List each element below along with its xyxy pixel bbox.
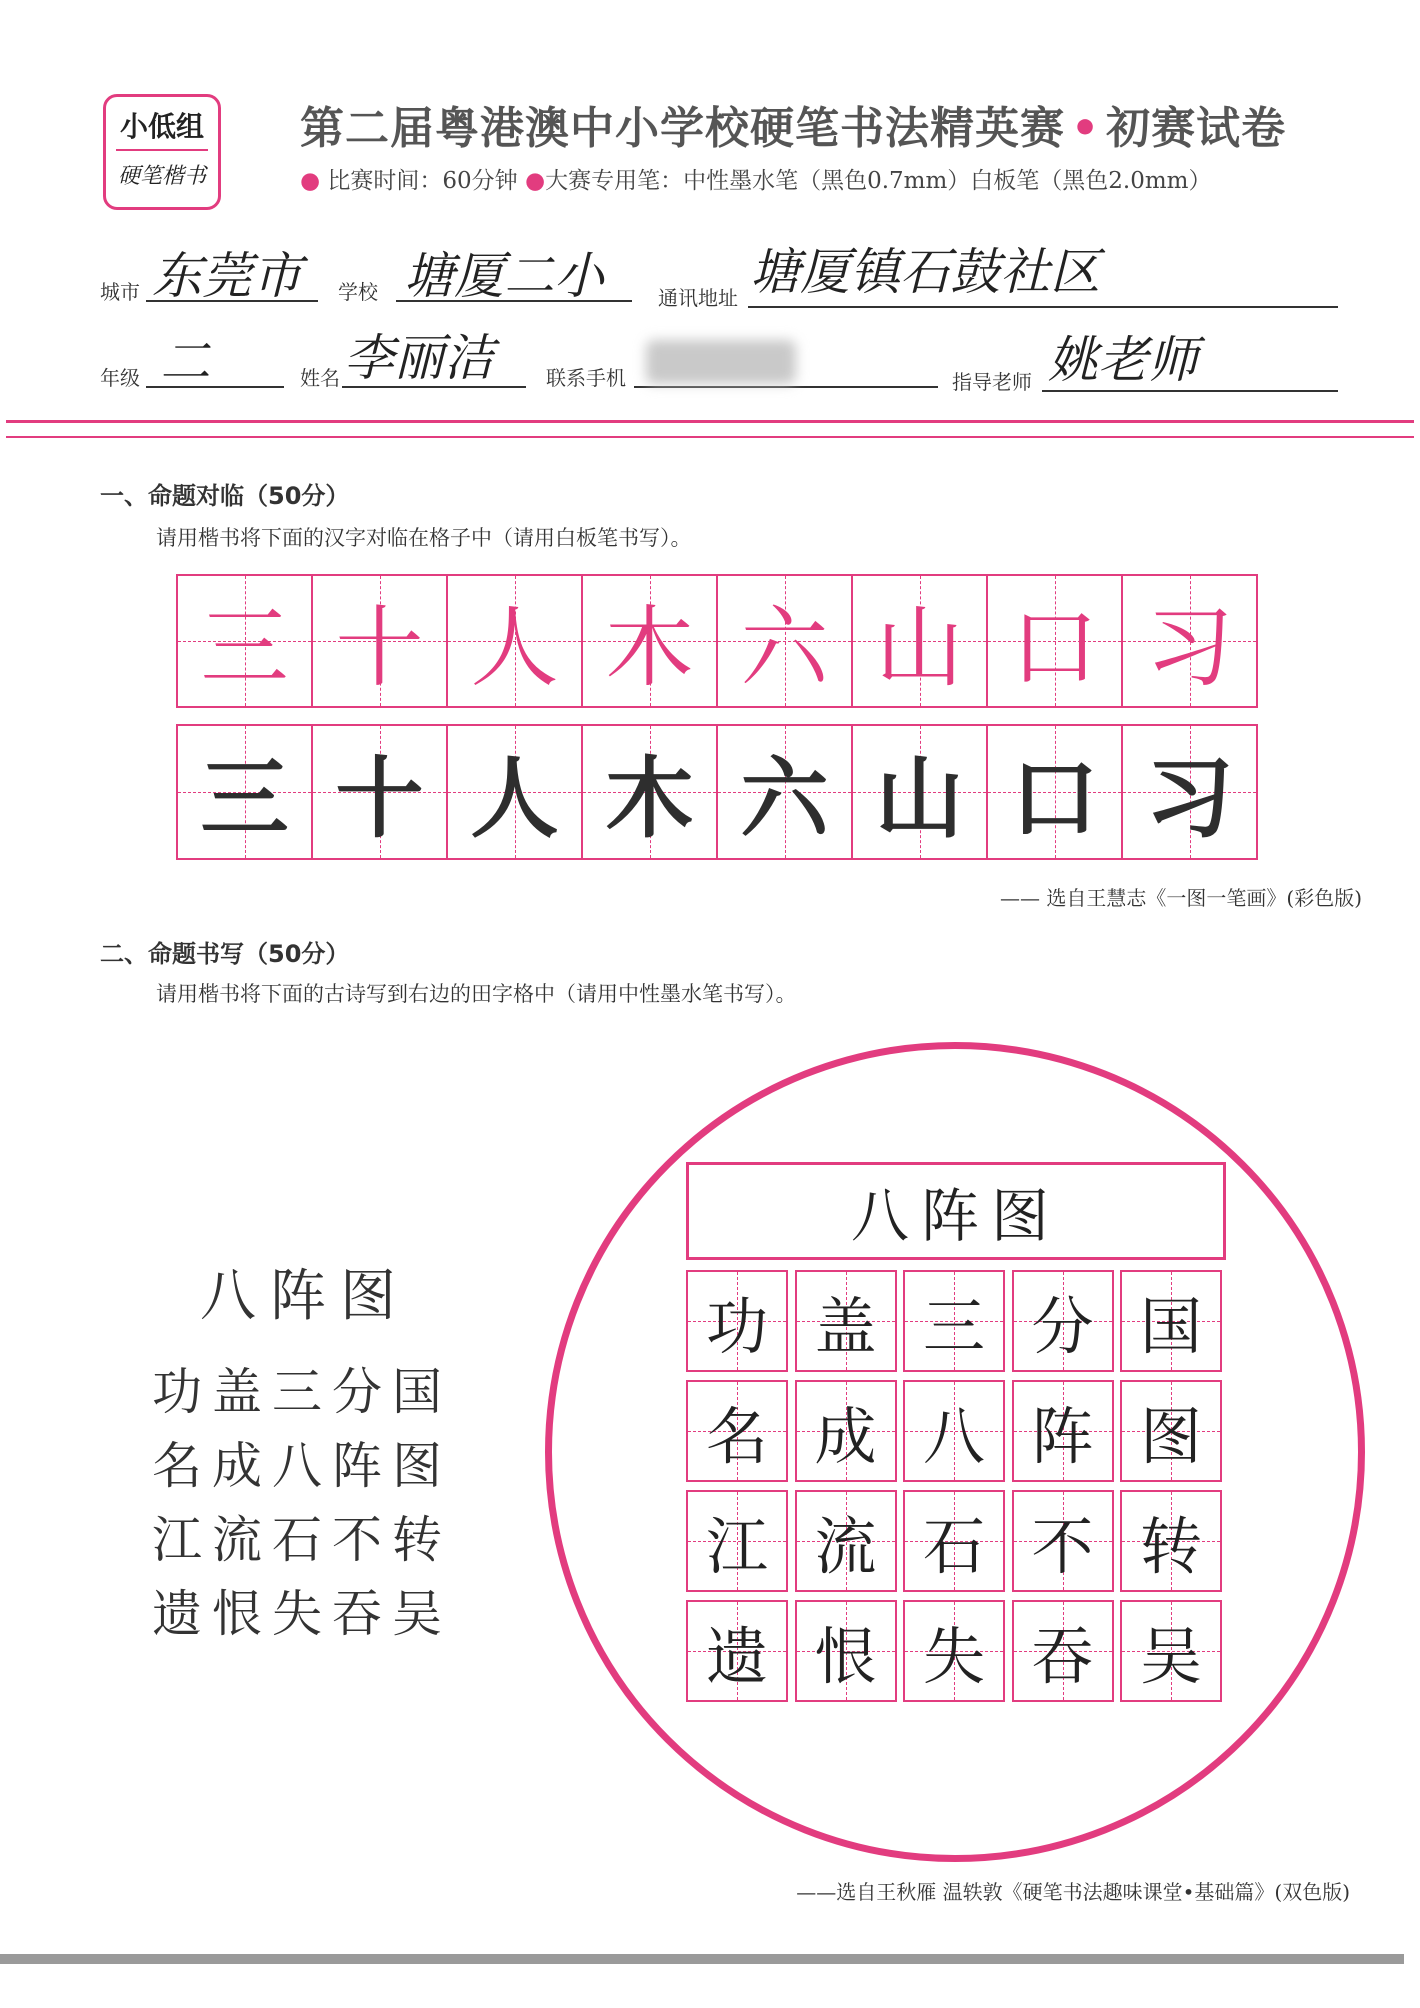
model-char: 习 bbox=[1145, 596, 1234, 699]
poem-line: 遗恨失吞吴 bbox=[152, 1585, 452, 1643]
written-poem-char: 国 bbox=[1139, 1289, 1202, 1363]
name-value[interactable]: 李丽洁 bbox=[344, 329, 494, 387]
tianzige-cell[interactable] bbox=[795, 1600, 897, 1702]
poem-line: 江流石不转 bbox=[152, 1511, 452, 1569]
exam-pens: 大赛专用笔：中性墨水笔（黑色0.7mm）白板笔（黑色2.0mm） bbox=[545, 168, 1212, 194]
written-char-row bbox=[176, 724, 1258, 860]
written-poem-char: 阵 bbox=[1031, 1399, 1094, 1473]
tianzige-cell[interactable] bbox=[686, 1270, 788, 1372]
written-char-cell[interactable] bbox=[448, 726, 583, 858]
tianzige-cell[interactable] bbox=[1120, 1490, 1222, 1592]
written-poem-char: 吴 bbox=[1139, 1619, 1202, 1693]
model-char: 口 bbox=[1010, 596, 1099, 699]
address-line bbox=[748, 306, 1338, 308]
section1-source: —— 选自王慧志《一图一笔画》(彩色版) bbox=[1000, 886, 1362, 910]
written-poem-char: 恨 bbox=[814, 1619, 877, 1693]
written-char-cell[interactable] bbox=[988, 726, 1123, 858]
city-value[interactable]: 东莞市 bbox=[152, 247, 302, 305]
model-char: 十 bbox=[335, 596, 424, 699]
tianzige-cell[interactable] bbox=[1012, 1490, 1114, 1592]
written-char-cell[interactable] bbox=[853, 726, 988, 858]
written-char: 十 bbox=[335, 746, 424, 850]
exam-time: 比赛时间：60分钟 bbox=[327, 168, 518, 194]
model-char: 木 bbox=[605, 596, 694, 699]
model-char-cell bbox=[583, 576, 718, 706]
category-badge bbox=[103, 94, 221, 210]
model-char: 人 bbox=[470, 596, 559, 699]
section2-source: ——选自王秋雁 温轶敦《硬笔书法趣味课堂•基础篇》(双色版) bbox=[796, 1880, 1350, 1904]
written-poem-char: 成 bbox=[814, 1399, 877, 1473]
school-value[interactable]: 塘厦二小 bbox=[404, 247, 604, 305]
model-char-cell bbox=[718, 576, 853, 706]
phone-line bbox=[634, 386, 938, 388]
written-poem-char: 石 bbox=[922, 1509, 985, 1583]
tianzige-cell[interactable] bbox=[1012, 1600, 1114, 1702]
page-title bbox=[300, 92, 1286, 156]
written-poem-char: 失 bbox=[922, 1619, 985, 1693]
address-label: 通讯地址 bbox=[658, 286, 738, 310]
written-char: 人 bbox=[470, 746, 559, 850]
model-char-cell bbox=[853, 576, 988, 706]
model-char: 六 bbox=[740, 596, 829, 699]
written-char-cell[interactable] bbox=[718, 726, 853, 858]
poem-line: 名成八阵图 bbox=[152, 1437, 452, 1495]
written-char: 口 bbox=[1010, 746, 1099, 850]
written-poem-char: 功 bbox=[705, 1289, 768, 1363]
tianzige-cell[interactable] bbox=[903, 1490, 1005, 1592]
model-char-cell bbox=[988, 576, 1123, 706]
header-divider bbox=[6, 420, 1414, 423]
model-char: 山 bbox=[875, 596, 964, 699]
poem-line: 功盖三分国 bbox=[152, 1363, 452, 1421]
tianzige-cell[interactable] bbox=[795, 1490, 897, 1592]
written-char-cell[interactable] bbox=[1123, 726, 1256, 858]
badge-style-label: 硬笔楷书 bbox=[117, 164, 206, 189]
grade-value[interactable]: 二 bbox=[160, 333, 210, 391]
written-poem-char: 转 bbox=[1139, 1509, 1202, 1583]
tianzige-cell[interactable] bbox=[686, 1600, 788, 1702]
written-char-cell[interactable] bbox=[313, 726, 448, 858]
model-char-cell bbox=[448, 576, 583, 706]
phone-label: 联系手机 bbox=[546, 366, 626, 390]
title-sub: 初赛试卷 bbox=[1106, 103, 1287, 154]
section2-desc: 请用楷书将下面的古诗写到右边的田字格中（请用中性墨水笔书写）。 bbox=[156, 982, 797, 1006]
written-poem-char: 遗 bbox=[705, 1619, 768, 1693]
written-char: 山 bbox=[875, 746, 964, 850]
model-char-cell bbox=[1123, 576, 1256, 706]
written-poem-char: 江 bbox=[705, 1509, 768, 1583]
written-char: 习 bbox=[1145, 746, 1234, 850]
tianzige-cell[interactable] bbox=[795, 1380, 897, 1482]
bullet-icon: ● bbox=[300, 168, 321, 194]
written-char-cell[interactable] bbox=[178, 726, 313, 858]
address-value[interactable]: 塘厦镇石鼓社区 bbox=[750, 243, 1100, 301]
tianzige-cell[interactable] bbox=[686, 1380, 788, 1482]
written-poem-char: 三 bbox=[922, 1289, 985, 1363]
badge-group-label: 小低组 bbox=[119, 110, 204, 143]
name-label: 姓名 bbox=[300, 366, 340, 390]
written-poem-char: 分 bbox=[1031, 1289, 1094, 1363]
tianzige-cell[interactable] bbox=[1120, 1380, 1222, 1482]
model-char: 三 bbox=[200, 596, 289, 699]
tianzige-cell[interactable] bbox=[903, 1380, 1005, 1482]
section1-desc: 请用楷书将下面的汉字对临在格子中（请用白板笔书写）。 bbox=[156, 526, 692, 550]
model-char-cell bbox=[313, 576, 448, 706]
title-dot: • bbox=[1071, 103, 1101, 154]
grade-label: 年级 bbox=[100, 366, 140, 390]
section2-title: 二、命题书写（50分） bbox=[100, 940, 350, 968]
written-poem-char: 吞 bbox=[1031, 1619, 1094, 1693]
written-char: 三 bbox=[200, 746, 289, 850]
written-char: 木 bbox=[605, 746, 694, 850]
tianzige-cell[interactable] bbox=[686, 1490, 788, 1592]
scan-edge bbox=[0, 1954, 1404, 1964]
tianzige-cell[interactable] bbox=[1120, 1270, 1222, 1372]
exam-subtitle bbox=[300, 162, 1211, 195]
tianzige-cell[interactable] bbox=[1012, 1270, 1114, 1372]
written-poem-char: 流 bbox=[814, 1509, 877, 1583]
tianzige-cell[interactable] bbox=[795, 1270, 897, 1372]
header-divider-thin bbox=[6, 436, 1414, 438]
teacher-label: 指导老师 bbox=[952, 370, 1032, 394]
school-label: 学校 bbox=[338, 280, 378, 304]
city-label: 城市 bbox=[100, 280, 140, 304]
badge-divider bbox=[116, 149, 208, 151]
tianzige-cell[interactable] bbox=[1012, 1380, 1114, 1482]
written-poem-char: 盖 bbox=[814, 1289, 877, 1363]
written-poem-char: 图 bbox=[1139, 1399, 1202, 1473]
written-char: 六 bbox=[740, 746, 829, 850]
bullet-icon: ● bbox=[524, 168, 546, 194]
poem-title: 八阵图 bbox=[200, 1264, 410, 1329]
model-char-cell bbox=[178, 576, 313, 706]
phone-redacted bbox=[646, 340, 796, 384]
written-poem-char: 名 bbox=[705, 1399, 768, 1473]
written-title-box[interactable] bbox=[686, 1162, 1226, 1260]
written-char-cell[interactable] bbox=[583, 726, 718, 858]
written-title: 八阵图 bbox=[850, 1182, 1061, 1250]
written-poem-char: 八 bbox=[922, 1399, 985, 1473]
tianzige-cell[interactable] bbox=[903, 1600, 1005, 1702]
written-poem-char: 不 bbox=[1031, 1509, 1094, 1583]
model-char-row bbox=[176, 574, 1258, 708]
title-main: 第二届粤港澳中小学校硬笔书法精英赛 bbox=[300, 103, 1065, 154]
tianzige-cell[interactable] bbox=[903, 1270, 1005, 1372]
section1-title: 一、命题对临（50分） bbox=[100, 482, 350, 510]
tianzige-cell[interactable] bbox=[1120, 1600, 1222, 1702]
teacher-value[interactable]: 姚老师 bbox=[1048, 331, 1198, 389]
